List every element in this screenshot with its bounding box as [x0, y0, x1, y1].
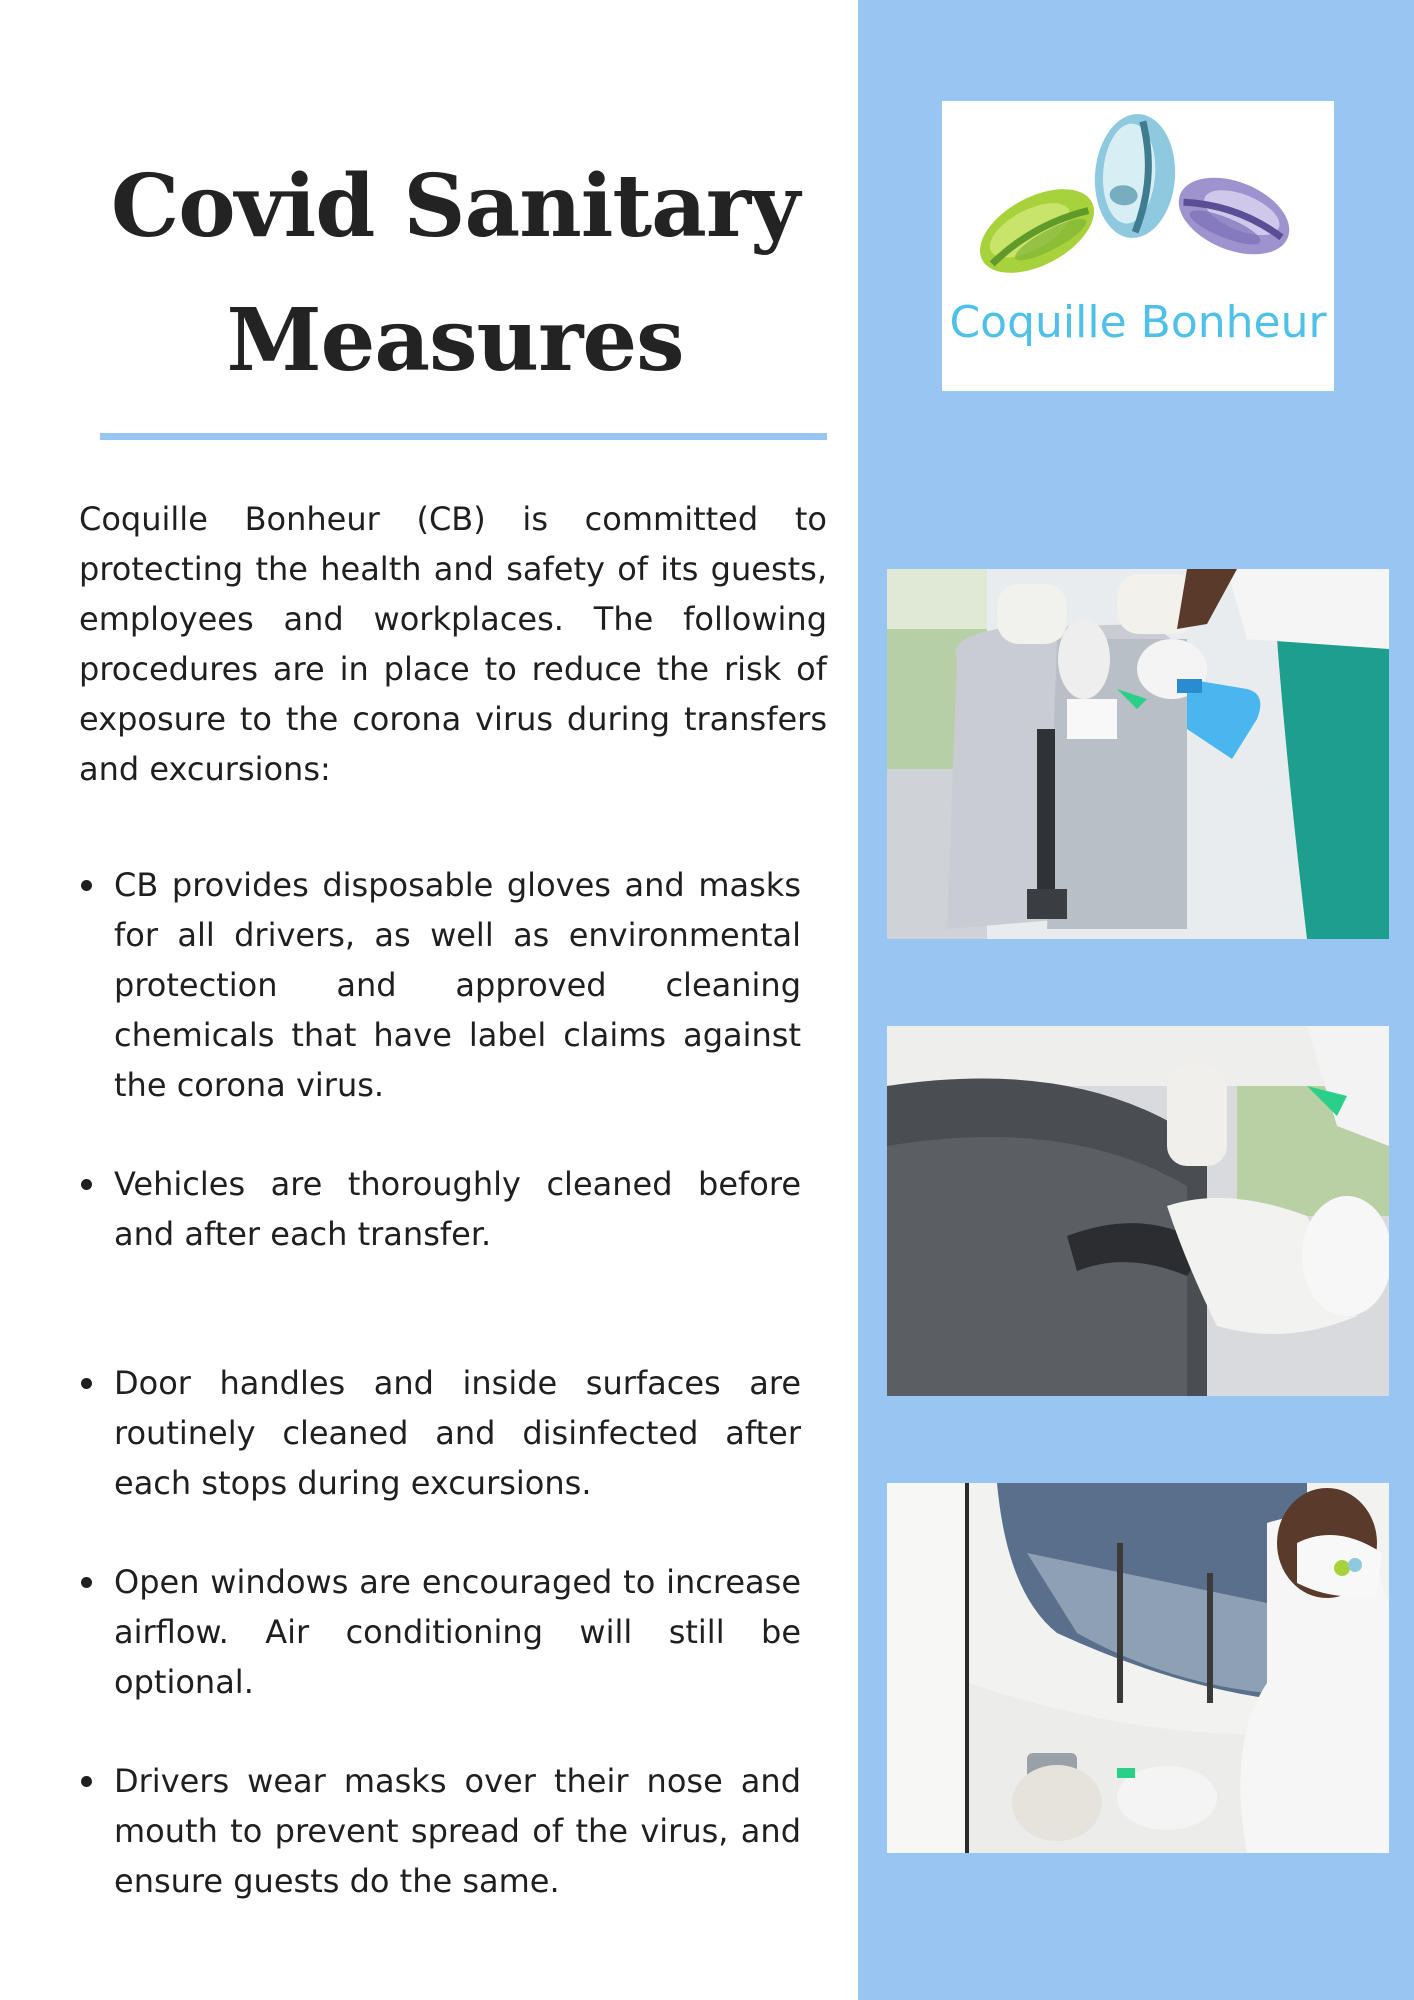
list-item: CB provides disposable gloves and masks for all drivers, as well as environmental protection and approved cleaning chemicals that have label claims against the corona virus.: [79, 860, 801, 1159]
intro-paragraph: Coquille Bonheur (CB) is committed to protecting the health and safety of its guests, employees and workplaces. The following procedures are in place to reduce the risk of exposure to the corona virus during transfers and excursions:: [79, 500, 827, 788]
shells-icon: [942, 101, 1334, 301]
page-title: Covid Sanitary Measures: [110, 156, 800, 391]
photo-cleaning-car-seat: [887, 569, 1389, 939]
photo-wiping-seat-handle: [887, 1026, 1389, 1396]
title-divider: [100, 433, 827, 440]
list-item: Vehicles are thoroughly cleaned before and after each transfer.: [79, 1159, 801, 1358]
photo-cleaning-van-door: [887, 1483, 1389, 1853]
measures-list: [79, 860, 801, 1906]
list-item: Door handles and inside surfaces are routinely cleaned and disinfected after each stops during excursions.: [79, 1358, 801, 1557]
logo-text: Coquille Bonheur: [949, 297, 1327, 348]
list-item: Drivers wear masks over their nose and mouth to prevent spread of the virus, and ensure guests do the same.: [79, 1756, 801, 1906]
company-logo: [942, 101, 1334, 391]
list-item: Open windows are encouraged to increase airflow. Air conditioning will still be optional.: [79, 1557, 801, 1756]
